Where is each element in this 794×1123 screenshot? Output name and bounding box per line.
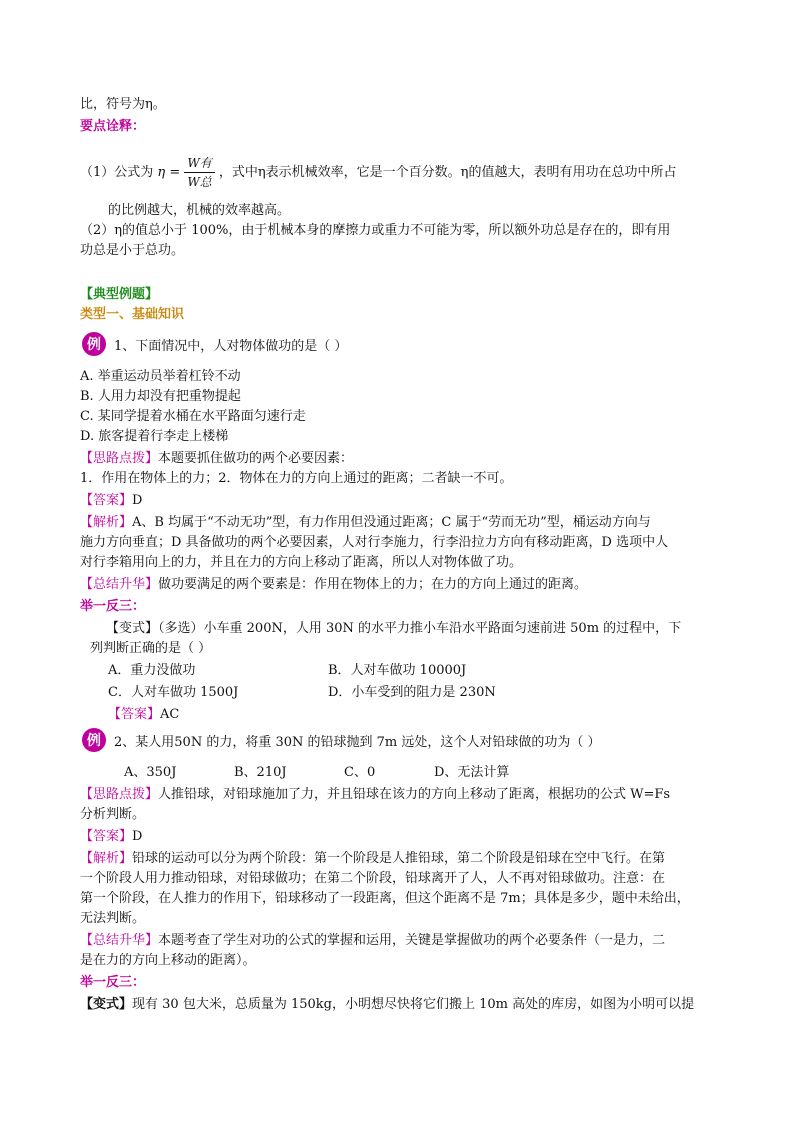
variant-option-a: A．重力没做功	[108, 663, 196, 678]
formula-lhs: η =	[157, 165, 181, 180]
ex2-summary2: 是在力的方向上移动的距离）。	[80, 953, 256, 968]
answer-value: D	[132, 493, 143, 508]
ex2-hint2: 分析判断。	[80, 807, 146, 822]
ex1-variant-heading: 举一反三：	[80, 599, 146, 614]
ex2-option-b: B、210J	[234, 765, 287, 780]
intro-p2a: （2）η的值总小于 100%，由于机械本身的摩擦力或重力不可能为零，所以额外功总是存在的，即有用	[80, 223, 671, 238]
ex2-analysis4: 无法判断。	[80, 911, 146, 926]
ex1-analysis3: 对行李箱用向上的力，并且在力的方向上移动了距离，所以人对物体做了功。	[80, 555, 523, 570]
analysis-text: 铅球的运动可以分为两个阶段：第一个阶段是人推铅球，第二个阶段是铅球在空中飞行。在第	[132, 851, 666, 866]
ex2-options	[124, 764, 509, 782]
ex2-variant	[80, 996, 694, 1014]
ex2-option-d: D、无法计算	[434, 765, 510, 780]
intro-line1: 比，符号为η。	[80, 97, 166, 112]
fraction-numerator: W有	[184, 154, 214, 173]
ex2-analysis3: 第一个阶段，在人推力的作用下，铅球移动了一段距离，但这个距离不是 7m；具体是多少，题中未给出，	[80, 891, 690, 906]
variant-option-c: C．人对车做功 1500J	[108, 685, 239, 700]
key-points-heading: 要点诠释：	[80, 119, 146, 134]
ex1-variant	[106, 620, 681, 638]
analysis-label: 【解析】	[80, 515, 133, 530]
ex2-option-c: C、0	[344, 765, 376, 780]
ex1-variant-options-row1	[108, 662, 466, 680]
ex2-analysis	[80, 850, 665, 868]
ex1-variant2: 列判断正确的是（ ）	[90, 641, 212, 656]
variant-text: 现有 30 包大米，总质量为 150kg，小明想尽快将它们搬上 10m 高处的库房，如图为小明可以提	[132, 997, 695, 1012]
formula-prefix: （1）公式为	[80, 165, 154, 180]
ex1-variant-answer	[108, 706, 179, 724]
ex1-option-a: A. 举重运动员举着杠铃不动	[80, 369, 241, 384]
ex1-analysis2: 施力方向垂直；D 具备做功的两个必要因素，人对行李施力，行李沿拉力方向有移动距离，D 选项中人	[80, 535, 669, 550]
answer-value: D	[132, 829, 143, 844]
hint-text: 本题要抓住做功的两个必要因素：	[158, 451, 354, 466]
ex1-hint2: 1．作用在物体上的力；2．物体在力的方向上通过的距离；二者缺一不可。	[80, 471, 513, 486]
ex2-option-a: A、350J	[124, 765, 177, 780]
ex2-hint	[80, 786, 670, 804]
formula-explanation: ，式中η表示机械效率，它是一个百分数。η的值越大，表明有用功在总功中所占	[218, 165, 677, 180]
ex1-summary	[80, 576, 587, 594]
summary-label: 【总结升华】	[80, 577, 159, 592]
answer-label: 【答案】	[80, 493, 133, 508]
summary-text: 做功要满足的两个要素是：作用在物体上的力；在力的方向上通过的距离。	[158, 577, 588, 592]
variant-answer-value: AC	[160, 707, 180, 722]
summary-text: 本题考查了学生对功的公式的掌握和运用，关键是掌握做功的两个必要条件（一是力，二	[158, 933, 666, 948]
variant-label: 【变式】	[80, 997, 133, 1012]
ex1-option-b: B. 人用力却没有把重物提起	[80, 389, 241, 404]
hint-label: 【思路点拨】	[80, 451, 159, 466]
ex1-variant-options-row2	[108, 684, 496, 702]
ex1-analysis	[80, 514, 651, 532]
ex1-hint	[80, 450, 353, 468]
ex1-option-d: D. 旅客提着行李走上楼梯	[80, 429, 229, 444]
efficiency-fraction	[184, 154, 214, 191]
analysis-label: 【解析】	[80, 851, 133, 866]
example-badge-icon: 例	[82, 728, 106, 752]
variant-option-d: D．小车受到的阻力是 230N	[328, 685, 496, 700]
intro-p1-cont: 的比例越大，机械的效率越高。	[108, 203, 291, 218]
ex2-question: 2、某人用50N 的力，将重 30N 的铅球抛到 7m 远处，这个人对铅球做的功为（ ）	[114, 735, 601, 750]
variant-text: （多选）小车重 200N，人用 30N 的水平力推小车沿水平路面匀速前进 50m 的过程中，下	[158, 621, 682, 636]
ex1-option-c: C. 某同学提着水桶在水平路面匀速行走	[80, 409, 306, 424]
ex2-analysis2: 一个阶段人用力推动铅球，对铅球做功；在第二个阶段，铅球离开了人，人不再对铅球做功。注意：在	[80, 871, 666, 886]
variant-option-b: B．人对车做功 10000J	[328, 663, 467, 678]
section-title: 【典型例题】	[80, 287, 159, 302]
variant-label: 【变式】	[106, 621, 159, 636]
formula-line	[80, 154, 676, 191]
intro-p2b: 功总是小于总功。	[80, 243, 185, 258]
ex1-question: 1、下面情况中，人对物体做功的是（ ）	[114, 339, 348, 354]
ex1-answer	[80, 492, 142, 510]
ex2-summary	[80, 932, 665, 950]
hint-text: 人推铅球，对铅球施加了力，并且铅球在该力的方向上移动了距离，根据功的公式 W=Fs	[158, 787, 671, 802]
hint-label: 【思路点拨】	[80, 787, 159, 802]
variant-answer-label: 【答案】	[108, 707, 161, 722]
ex2-variant-heading: 举一反三：	[80, 975, 146, 990]
ex2-answer	[80, 828, 142, 846]
analysis-text: A、B 均属于“不动无功”型，有力作用但没通过距离；C 属于“劳而无功”型，桶运动方向与	[132, 515, 651, 530]
answer-label: 【答案】	[80, 829, 133, 844]
fraction-denominator: W总	[187, 175, 212, 189]
example-badge-icon: 例	[82, 332, 106, 356]
type1-heading: 类型一、基础知识	[80, 307, 185, 322]
summary-label: 【总结升华】	[80, 933, 159, 948]
